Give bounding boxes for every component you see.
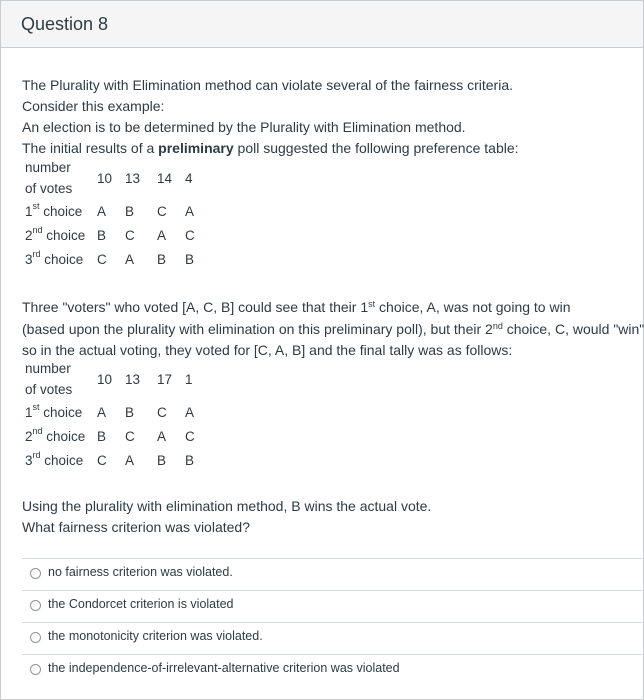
candidate-cell: C	[157, 204, 167, 219]
choice-row-label: 1st choice	[25, 201, 83, 219]
candidate-cell: C	[125, 228, 135, 243]
divider	[22, 558, 643, 559]
candidate-cell: B	[185, 453, 195, 468]
radio-icon[interactable]	[30, 632, 41, 643]
candidate-cell: B	[97, 429, 107, 444]
question-title: Question 8	[21, 14, 109, 34]
para2-line-2: (based upon the plurality with elimination on this preliminary poll), but their 2nd choice, C, would "win"	[22, 321, 644, 337]
outro-line-1: Using the plurality with elimination method, B wins the actual vote.	[22, 498, 432, 514]
radio-icon[interactable]	[30, 568, 41, 579]
answer-label: the independence-of-irrelevant-alternative criterion was violated	[48, 661, 400, 675]
choice-row-label: 3rd choice	[25, 450, 84, 468]
answer-option-4[interactable]	[22, 656, 643, 688]
answer-label: no fairness criterion was violated.	[48, 565, 233, 579]
vote-count: 10	[97, 372, 113, 387]
choice-row-label: 1st choice	[25, 402, 83, 420]
candidate-cell: B	[97, 228, 107, 243]
candidate-cell: A	[97, 405, 107, 420]
divider	[22, 622, 643, 623]
table-header-number: number	[25, 160, 71, 175]
preliminary-emphasis: preliminary	[158, 140, 234, 156]
para2-line-1: Three "voters" who voted [A, C, B] could see that their 1st choice, A, was not going to win	[22, 299, 571, 315]
candidate-cell: C	[125, 429, 135, 444]
choice-row-label: 2nd choice	[25, 225, 86, 243]
candidate-cell: C	[157, 405, 167, 420]
table-header-of-votes: of votes	[25, 181, 73, 196]
candidate-cell: B	[185, 252, 195, 267]
intro-line-4: The initial results of a preliminary poll suggested the following preference table:	[22, 140, 519, 156]
candidate-cell: A	[125, 252, 135, 267]
radio-icon[interactable]	[30, 600, 41, 611]
candidate-cell: A	[97, 204, 107, 219]
radio-icon[interactable]	[30, 664, 41, 675]
answer-label: the monotonicity criterion was violated.	[48, 629, 263, 643]
candidate-cell: C	[97, 453, 107, 468]
divider	[22, 590, 643, 591]
candidate-cell: B	[157, 252, 167, 267]
candidate-cell: A	[185, 204, 195, 219]
candidate-cell: A	[125, 453, 135, 468]
answer-option-1[interactable]	[22, 560, 643, 592]
candidate-cell: A	[157, 228, 167, 243]
vote-count: 10	[97, 171, 113, 186]
divider	[22, 654, 643, 655]
intro-line-3: An election is to be determined by the Plurality with Elimination method.	[22, 119, 466, 135]
candidate-cell: C	[97, 252, 107, 267]
candidate-cell: A	[185, 405, 195, 420]
candidate-cell: B	[157, 453, 167, 468]
candidate-cell: B	[125, 405, 135, 420]
candidate-cell: C	[185, 228, 195, 243]
choice-row-label: 2nd choice	[25, 426, 86, 444]
answer-option-3[interactable]	[22, 624, 643, 656]
candidate-cell: A	[157, 429, 167, 444]
para2-line-3: so in the actual voting, they voted for [C, A, B] and the final tally was as follows:	[22, 342, 513, 358]
intro-line-2: Consider this example:	[22, 98, 165, 114]
answer-option-2[interactable]	[22, 592, 643, 624]
answer-label: the Condorcet criterion is violated	[48, 597, 234, 611]
vote-count: 13	[125, 171, 141, 186]
question-header	[1, 1, 643, 48]
table-header-of-votes: of votes	[25, 382, 73, 397]
intro-line-1: The Plurality with Elimination method can violate several of the fairness criteria.	[22, 77, 513, 93]
candidate-cell: B	[125, 204, 135, 219]
vote-count: 17	[157, 372, 173, 387]
choice-row-label: 3rd choice	[25, 249, 84, 267]
outro-line-2: What fairness criterion was violated?	[22, 519, 250, 535]
vote-count: 1	[185, 372, 193, 387]
vote-count: 4	[185, 171, 193, 186]
vote-count: 13	[125, 372, 141, 387]
table-header-number: number	[25, 361, 71, 376]
candidate-cell: C	[185, 429, 195, 444]
vote-count: 14	[157, 171, 173, 186]
